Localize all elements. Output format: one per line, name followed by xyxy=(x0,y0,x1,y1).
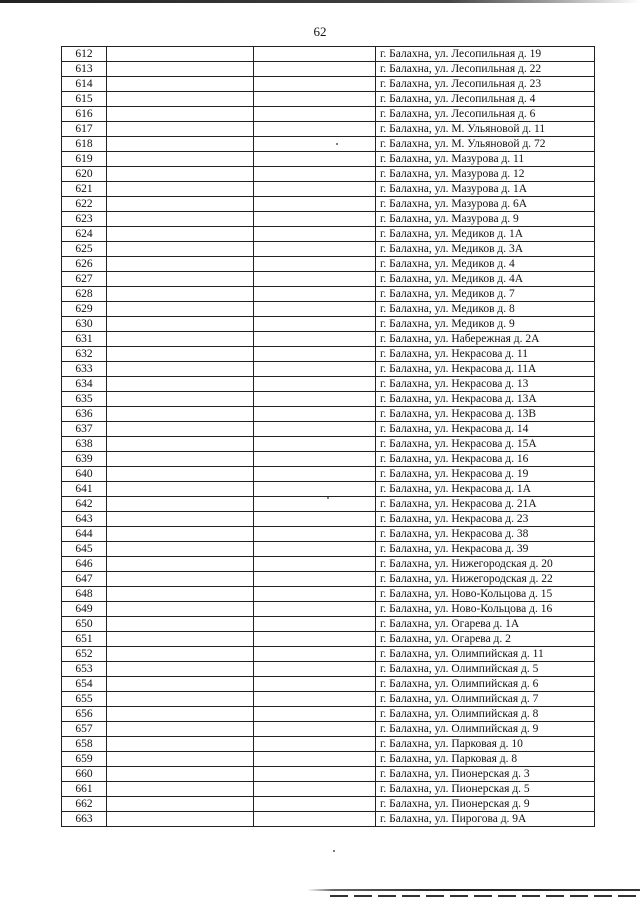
empty-cell xyxy=(107,482,254,497)
address-cell: г. Балахна, ул. Лесопильная д. 4 xyxy=(376,92,595,107)
address-cell: г. Балахна, ул. Пионерская д. 5 xyxy=(376,782,595,797)
table-row xyxy=(62,407,595,422)
row-number-cell: 633 xyxy=(62,362,107,377)
empty-cell xyxy=(107,782,254,797)
empty-cell xyxy=(254,572,376,587)
table-row xyxy=(62,302,595,317)
empty-cell xyxy=(254,242,376,257)
empty-cell xyxy=(254,62,376,77)
empty-cell xyxy=(254,677,376,692)
row-number-cell: 649 xyxy=(62,602,107,617)
row-number-cell: 630 xyxy=(62,317,107,332)
empty-cell xyxy=(107,47,254,62)
empty-cell xyxy=(254,257,376,272)
row-number-cell: 660 xyxy=(62,767,107,782)
bottom-scan-dash xyxy=(330,895,640,897)
address-cell: г. Балахна, ул. Парковая д. 8 xyxy=(376,752,595,767)
row-number-cell: 663 xyxy=(62,812,107,827)
empty-cell xyxy=(107,692,254,707)
address-cell: г. Балахна, ул. М. Ульяновой д. 11 xyxy=(376,122,595,137)
row-number-cell: 651 xyxy=(62,632,107,647)
empty-cell xyxy=(107,272,254,287)
empty-cell xyxy=(107,242,254,257)
row-number-cell: 638 xyxy=(62,437,107,452)
address-cell: г. Балахна, ул. Мазурова д. 12 xyxy=(376,167,595,182)
empty-cell xyxy=(254,347,376,362)
empty-cell xyxy=(254,182,376,197)
row-number-cell: 645 xyxy=(62,542,107,557)
empty-cell xyxy=(254,107,376,122)
address-cell: г. Балахна, ул. Некрасова д. 13В xyxy=(376,407,595,422)
table-row xyxy=(62,362,595,377)
empty-cell xyxy=(107,392,254,407)
table-row xyxy=(62,257,595,272)
table-row xyxy=(62,167,595,182)
row-number-cell: 619 xyxy=(62,152,107,167)
empty-cell xyxy=(107,152,254,167)
address-cell: г. Балахна, ул. Некрасова д. 13 xyxy=(376,377,595,392)
row-number-cell: 643 xyxy=(62,512,107,527)
empty-cell xyxy=(107,122,254,137)
address-cell: г. Балахна, ул. Пионерская д. 3 xyxy=(376,767,595,782)
row-number-cell: 621 xyxy=(62,182,107,197)
empty-cell xyxy=(254,647,376,662)
empty-cell xyxy=(107,767,254,782)
table-row xyxy=(62,212,595,227)
empty-cell xyxy=(254,362,376,377)
empty-cell xyxy=(107,362,254,377)
empty-cell xyxy=(254,692,376,707)
row-number-cell: 648 xyxy=(62,587,107,602)
row-number-cell: 653 xyxy=(62,662,107,677)
table-row xyxy=(62,767,595,782)
address-cell: г. Балахна, ул. Ново-Кольцова д. 15 xyxy=(376,587,595,602)
empty-cell xyxy=(254,92,376,107)
table-row xyxy=(62,392,595,407)
empty-cell xyxy=(107,647,254,662)
row-number-cell: 615 xyxy=(62,92,107,107)
empty-cell xyxy=(107,557,254,572)
empty-cell xyxy=(254,152,376,167)
row-number-cell: 656 xyxy=(62,707,107,722)
row-number-cell: 620 xyxy=(62,167,107,182)
address-cell: г. Балахна, ул. М. Ульяновой д. 72 xyxy=(376,137,595,152)
empty-cell xyxy=(107,587,254,602)
address-cell: г. Балахна, ул. Огарева д. 1А xyxy=(376,617,595,632)
empty-cell xyxy=(254,227,376,242)
address-cell: г. Балахна, ул. Олимпийская д. 11 xyxy=(376,647,595,662)
row-number-cell: 627 xyxy=(62,272,107,287)
row-number-cell: 639 xyxy=(62,452,107,467)
row-number-cell: 623 xyxy=(62,212,107,227)
address-cell: г. Балахна, ул. Медиков д. 7 xyxy=(376,287,595,302)
row-number-cell: 629 xyxy=(62,302,107,317)
empty-cell xyxy=(107,602,254,617)
address-cell: г. Балахна, ул. Мазурова д. 9 xyxy=(376,212,595,227)
empty-cell xyxy=(107,92,254,107)
empty-cell xyxy=(254,662,376,677)
scan-speck xyxy=(333,850,335,852)
table-row xyxy=(62,317,595,332)
empty-cell xyxy=(107,317,254,332)
address-cell: г. Балахна, ул. Олимпийская д. 5 xyxy=(376,662,595,677)
empty-cell xyxy=(254,752,376,767)
table-row xyxy=(62,467,595,482)
table-row xyxy=(62,152,595,167)
empty-cell xyxy=(254,722,376,737)
table-row xyxy=(62,782,595,797)
address-cell: г. Балахна, ул. Олимпийская д. 6 xyxy=(376,677,595,692)
table-row xyxy=(62,647,595,662)
empty-cell xyxy=(107,422,254,437)
empty-cell xyxy=(254,587,376,602)
page-number: 62 xyxy=(313,24,327,39)
address-cell: г. Балахна, ул. Некрасова д. 11А xyxy=(376,362,595,377)
empty-cell xyxy=(107,542,254,557)
row-number-cell: 614 xyxy=(62,77,107,92)
address-cell: г. Балахна, ул. Лесопильная д. 22 xyxy=(376,62,595,77)
empty-cell xyxy=(254,317,376,332)
empty-cell xyxy=(254,782,376,797)
table-row xyxy=(62,752,595,767)
empty-cell xyxy=(107,452,254,467)
address-cell: г. Балахна, ул. Медиков д. 4А xyxy=(376,272,595,287)
row-number-cell: 613 xyxy=(62,62,107,77)
table-row xyxy=(62,242,595,257)
table-row xyxy=(62,542,595,557)
scan-speck xyxy=(336,143,338,145)
empty-cell xyxy=(254,212,376,227)
empty-cell xyxy=(107,377,254,392)
row-number-cell: 652 xyxy=(62,647,107,662)
top-scan-rule xyxy=(0,0,640,3)
empty-cell xyxy=(107,617,254,632)
table-row xyxy=(62,182,595,197)
row-number-cell: 612 xyxy=(62,47,107,62)
row-number-cell: 647 xyxy=(62,572,107,587)
empty-cell xyxy=(107,62,254,77)
empty-cell xyxy=(254,467,376,482)
address-cell: г. Балахна, ул. Олимпийская д. 8 xyxy=(376,707,595,722)
address-cell: г. Балахна, ул. Некрасова д. 38 xyxy=(376,527,595,542)
empty-cell xyxy=(254,497,376,512)
empty-cell xyxy=(254,797,376,812)
address-cell: г. Балахна, ул. Некрасова д. 13А xyxy=(376,392,595,407)
empty-cell xyxy=(107,137,254,152)
table-row xyxy=(62,332,595,347)
table-row xyxy=(62,557,595,572)
empty-cell xyxy=(254,527,376,542)
address-cell: г. Балахна, ул. Ново-Кольцова д. 16 xyxy=(376,602,595,617)
address-cell: г. Балахна, ул. Медиков д. 4 xyxy=(376,257,595,272)
address-cell: г. Балахна, ул. Набережная д. 2А xyxy=(376,332,595,347)
address-cell: г. Балахна, ул. Нижегородская д. 22 xyxy=(376,572,595,587)
row-number-cell: 644 xyxy=(62,527,107,542)
empty-cell xyxy=(254,137,376,152)
row-number-cell: 659 xyxy=(62,752,107,767)
address-cell: г. Балахна, ул. Мазурова д. 11 xyxy=(376,152,595,167)
empty-cell xyxy=(107,107,254,122)
empty-cell xyxy=(254,542,376,557)
table-row xyxy=(62,437,595,452)
empty-cell xyxy=(107,287,254,302)
table-row xyxy=(62,707,595,722)
row-number-cell: 658 xyxy=(62,737,107,752)
row-number-cell: 616 xyxy=(62,107,107,122)
row-number-cell: 635 xyxy=(62,392,107,407)
empty-cell xyxy=(107,797,254,812)
table-row xyxy=(62,452,595,467)
address-cell: г. Балахна, ул. Нижегородская д. 20 xyxy=(376,557,595,572)
empty-cell xyxy=(254,557,376,572)
empty-cell xyxy=(107,182,254,197)
empty-cell xyxy=(254,197,376,212)
row-number-cell: 618 xyxy=(62,137,107,152)
row-number-cell: 657 xyxy=(62,722,107,737)
empty-cell xyxy=(107,572,254,587)
address-cell: г. Балахна, ул. Лесопильная д. 19 xyxy=(376,47,595,62)
address-cell: г. Балахна, ул. Мазурова д. 1А xyxy=(376,182,595,197)
address-cell: г. Балахна, ул. Некрасова д. 19 xyxy=(376,467,595,482)
row-number-cell: 625 xyxy=(62,242,107,257)
empty-cell xyxy=(254,737,376,752)
row-number-cell: 626 xyxy=(62,257,107,272)
empty-cell xyxy=(107,77,254,92)
empty-cell xyxy=(254,167,376,182)
table-row xyxy=(62,632,595,647)
table-row xyxy=(62,662,595,677)
table-row xyxy=(62,482,595,497)
empty-cell xyxy=(107,512,254,527)
table-row xyxy=(62,287,595,302)
empty-cell xyxy=(107,257,254,272)
empty-cell xyxy=(254,812,376,827)
empty-cell xyxy=(254,47,376,62)
address-cell: г. Балахна, ул. Медиков д. 9 xyxy=(376,317,595,332)
address-cell: г. Балахна, ул. Олимпийская д. 7 xyxy=(376,692,595,707)
address-cell: г. Балахна, ул. Пионерская д. 9 xyxy=(376,797,595,812)
empty-cell xyxy=(254,452,376,467)
table-row xyxy=(62,347,595,362)
address-cell: г. Балахна, ул. Некрасова д. 14 xyxy=(376,422,595,437)
empty-cell xyxy=(107,407,254,422)
empty-cell xyxy=(254,602,376,617)
empty-cell xyxy=(107,662,254,677)
empty-cell xyxy=(254,122,376,137)
row-number-cell: 650 xyxy=(62,617,107,632)
empty-cell xyxy=(107,467,254,482)
empty-cell xyxy=(107,812,254,827)
row-number-cell: 636 xyxy=(62,407,107,422)
empty-cell xyxy=(254,377,376,392)
table-row xyxy=(62,227,595,242)
row-number-cell: 632 xyxy=(62,347,107,362)
empty-cell xyxy=(107,737,254,752)
empty-cell xyxy=(254,77,376,92)
empty-cell xyxy=(107,227,254,242)
empty-cell xyxy=(254,632,376,647)
empty-cell xyxy=(254,407,376,422)
empty-cell xyxy=(107,212,254,227)
address-cell: г. Балахна, ул. Некрасова д. 23 xyxy=(376,512,595,527)
address-cell: г. Балахна, ул. Некрасова д. 39 xyxy=(376,542,595,557)
empty-cell xyxy=(254,482,376,497)
table-row xyxy=(62,512,595,527)
empty-cell xyxy=(254,512,376,527)
table-row xyxy=(62,77,595,92)
table-row xyxy=(62,722,595,737)
empty-cell xyxy=(107,332,254,347)
row-number-cell: 617 xyxy=(62,122,107,137)
empty-cell xyxy=(107,677,254,692)
address-table-body xyxy=(62,47,595,827)
row-number-cell: 628 xyxy=(62,287,107,302)
table-row xyxy=(62,62,595,77)
table-row xyxy=(62,677,595,692)
empty-cell xyxy=(107,527,254,542)
empty-cell xyxy=(254,707,376,722)
table-row xyxy=(62,527,595,542)
address-cell: г. Балахна, ул. Огарева д. 2 xyxy=(376,632,595,647)
empty-cell xyxy=(107,167,254,182)
table-row xyxy=(62,602,595,617)
row-number-cell: 631 xyxy=(62,332,107,347)
table-row xyxy=(62,797,595,812)
empty-cell xyxy=(107,707,254,722)
address-cell: г. Балахна, ул. Парковая д. 10 xyxy=(376,737,595,752)
empty-cell xyxy=(107,752,254,767)
table-row xyxy=(62,47,595,62)
address-cell: г. Балахна, ул. Лесопильная д. 6 xyxy=(376,107,595,122)
table-row xyxy=(62,122,595,137)
address-cell: г. Балахна, ул. Лесопильная д. 23 xyxy=(376,77,595,92)
empty-cell xyxy=(107,497,254,512)
row-number-cell: 641 xyxy=(62,482,107,497)
row-number-cell: 661 xyxy=(62,782,107,797)
table-row xyxy=(62,692,595,707)
empty-cell xyxy=(254,392,376,407)
row-number-cell: 646 xyxy=(62,557,107,572)
row-number-cell: 622 xyxy=(62,197,107,212)
address-cell: г. Балахна, ул. Некрасова д. 1А xyxy=(376,482,595,497)
bottom-scan-rule xyxy=(0,889,640,891)
empty-cell xyxy=(107,437,254,452)
table-row xyxy=(62,137,595,152)
address-table xyxy=(61,46,595,827)
table-row xyxy=(62,107,595,122)
address-cell: г. Балахна, ул. Медиков д. 8 xyxy=(376,302,595,317)
address-cell: г. Балахна, ул. Некрасова д. 11 xyxy=(376,347,595,362)
empty-cell xyxy=(107,302,254,317)
row-number-cell: 640 xyxy=(62,467,107,482)
empty-cell xyxy=(254,302,376,317)
row-number-cell: 662 xyxy=(62,797,107,812)
table-row xyxy=(62,272,595,287)
table-row xyxy=(62,422,595,437)
row-number-cell: 642 xyxy=(62,497,107,512)
row-number-cell: 655 xyxy=(62,692,107,707)
address-cell: г. Балахна, ул. Пирогова д. 9А xyxy=(376,812,595,827)
address-cell: г. Балахна, ул. Олимпийская д. 9 xyxy=(376,722,595,737)
empty-cell xyxy=(107,632,254,647)
empty-cell xyxy=(254,617,376,632)
table-row xyxy=(62,587,595,602)
table-row xyxy=(62,572,595,587)
address-cell: г. Балахна, ул. Мазурова д. 6А xyxy=(376,197,595,212)
address-cell: г. Балахна, ул. Некрасова д. 16 xyxy=(376,452,595,467)
empty-cell xyxy=(107,722,254,737)
row-number-cell: 654 xyxy=(62,677,107,692)
empty-cell xyxy=(254,272,376,287)
table-row xyxy=(62,617,595,632)
address-cell: г. Балахна, ул. Медиков д. 3А xyxy=(376,242,595,257)
empty-cell xyxy=(254,332,376,347)
table-row xyxy=(62,92,595,107)
row-number-cell: 634 xyxy=(62,377,107,392)
address-cell: г. Балахна, ул. Медиков д. 1А xyxy=(376,227,595,242)
address-cell: г. Балахна, ул. Некрасова д. 15А xyxy=(376,437,595,452)
empty-cell xyxy=(254,767,376,782)
empty-cell xyxy=(254,437,376,452)
table-row xyxy=(62,377,595,392)
empty-cell xyxy=(107,347,254,362)
row-number-cell: 624 xyxy=(62,227,107,242)
empty-cell xyxy=(107,197,254,212)
table-row xyxy=(62,812,595,827)
table-row xyxy=(62,197,595,212)
empty-cell xyxy=(254,422,376,437)
table-row xyxy=(62,737,595,752)
empty-cell xyxy=(254,287,376,302)
scan-speck xyxy=(327,497,329,499)
row-number-cell: 637 xyxy=(62,422,107,437)
address-cell: г. Балахна, ул. Некрасова д. 21А xyxy=(376,497,595,512)
